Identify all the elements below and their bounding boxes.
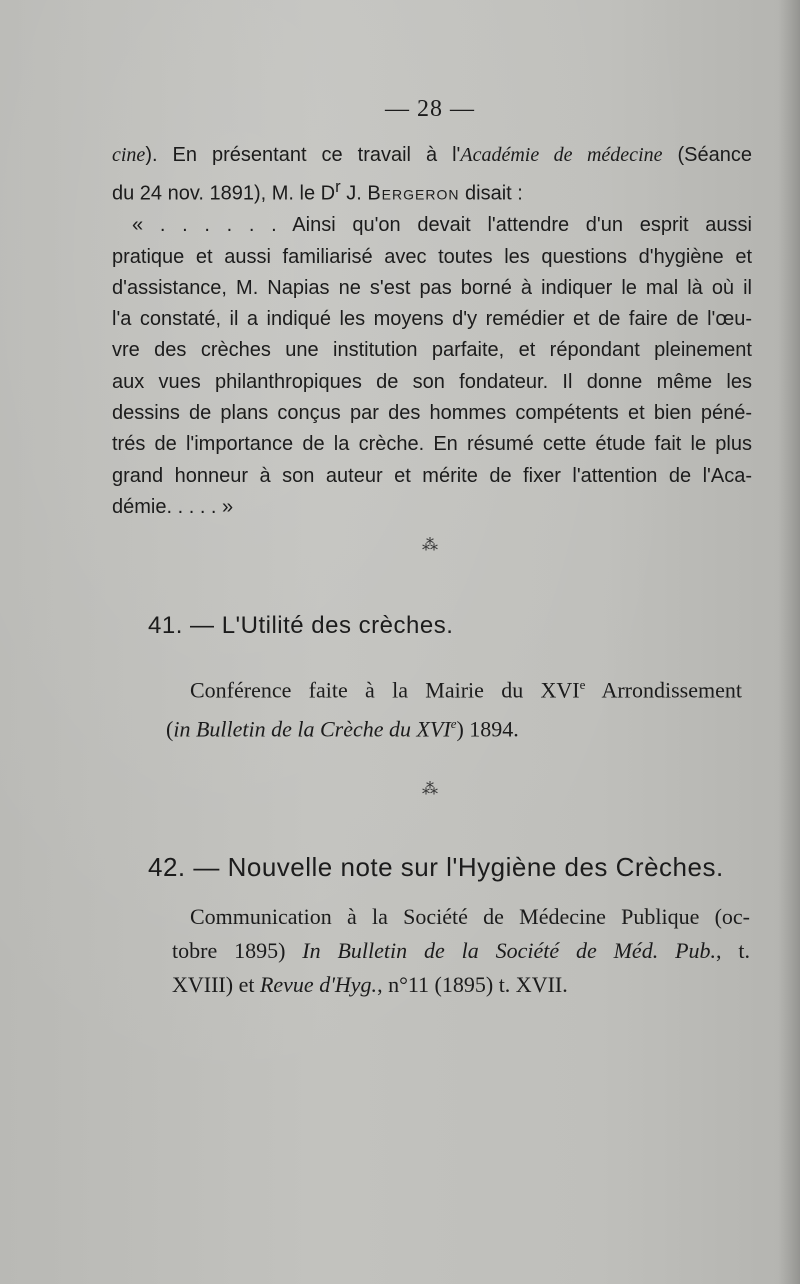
entry-42-title: 42. — Nouvelle note sur l'Hygiène des Crèches. (148, 852, 724, 882)
entry-41-line-2-open: ( (166, 716, 174, 742)
quote-line-6: l'a constaté, il a indiqué les moyens d'y remédier et de faire de l'œu- (112, 308, 752, 331)
entry-42-line-2-text-a: tobre 1895) (172, 938, 303, 963)
page-edge-shadow (778, 0, 800, 1284)
quote-line-1-text-b: (Séance (662, 144, 752, 166)
page-number: — 28 — (385, 96, 475, 122)
quote-line-8: aux vues philanthropiques de son fondateur. Il donne même les (112, 370, 752, 393)
entry-42-line-2 (172, 934, 750, 968)
entry-41-line-2 (166, 707, 742, 746)
entry-42-line-3-text-b: , n°11 (1895) t. XVII. (377, 972, 568, 997)
entry-41-line-2-italic: in Bulletin de la Crèche du XVI (173, 716, 451, 742)
entry-41-title: 41. — L'Utilité des crèches. (148, 612, 454, 639)
quote-line-3: « . . . . . . Ainsi qu'on devait l'attendre d'un esprit aussi (132, 214, 752, 237)
entry-41-line-1 (190, 668, 742, 707)
quote-line-2-text-b: J. (340, 182, 368, 205)
quote-line-10: trés de l'importance de la crèche. En résumé cette étude fait le plus (112, 433, 752, 456)
quote-line-2-smallcaps: Bergeron (367, 182, 460, 205)
quote-line-11: grand honneur à son auteur et mérite de fixer l'attention de l'Aca- (112, 464, 752, 487)
entry-41-line-1-text-b: Arrondissement (585, 677, 742, 703)
quote-line-7: vre des crèches une institution parfaite, et répondant pleinement (112, 339, 752, 362)
entry-41-line-2-close: ) 1894. (456, 716, 519, 742)
quote-line-12: démie. . . . . » (112, 495, 234, 518)
quote-line-5: d'assistance, M. Napias ne s'est pas borné à indiquer le mal là où il (112, 276, 752, 299)
quote-line-1-italic-a: cine (112, 144, 146, 166)
entry-41-line-1-sup: e (579, 677, 586, 692)
entry-42-body (172, 900, 750, 1002)
quote-paragraph (112, 140, 752, 523)
quote-line-2-sup: r (335, 177, 341, 197)
entry-42-line-1: Communication à la Société de Médecine Publique (oc- (190, 904, 750, 929)
quote-line-1-text-a: ). En présentant ce travail à l' (145, 144, 461, 166)
section-separator-1: ⁂ (422, 537, 438, 554)
section-separator-2: ⁂ (422, 781, 438, 798)
quote-line-4: pratique et aussi familiarisé avec toutes les questions d'hygiène et (112, 245, 752, 268)
entry-42-line-2-italic: In Bulletin de la Société de Méd. Pub. (302, 938, 717, 963)
entry-42-line-3-italic: Revue d'Hyg. (259, 972, 378, 997)
quote-line-2-text-c: disait : (459, 182, 523, 205)
entry-41-line-2-sup: e (450, 716, 457, 732)
entry-42-line-3-text-a: XVIII) et (172, 972, 260, 997)
quote-line-1 (112, 140, 752, 171)
quote-line-1-italic-b: Académie de médecine (460, 144, 663, 166)
entry-41-body (166, 668, 742, 747)
entry-41-line-1-text-a: Conférence faite à la Mairie du XVI (190, 677, 580, 703)
quote-line-2-text-a: du 24 nov. 1891), M. le D (112, 182, 336, 205)
quote-line-2 (112, 171, 752, 210)
quote-line-9: dessins de plans conçus par des hommes compétents et bien péné- (112, 402, 752, 425)
entry-42-line-2-text-b: , t. (716, 938, 750, 963)
entry-42-line-3 (172, 968, 750, 1002)
